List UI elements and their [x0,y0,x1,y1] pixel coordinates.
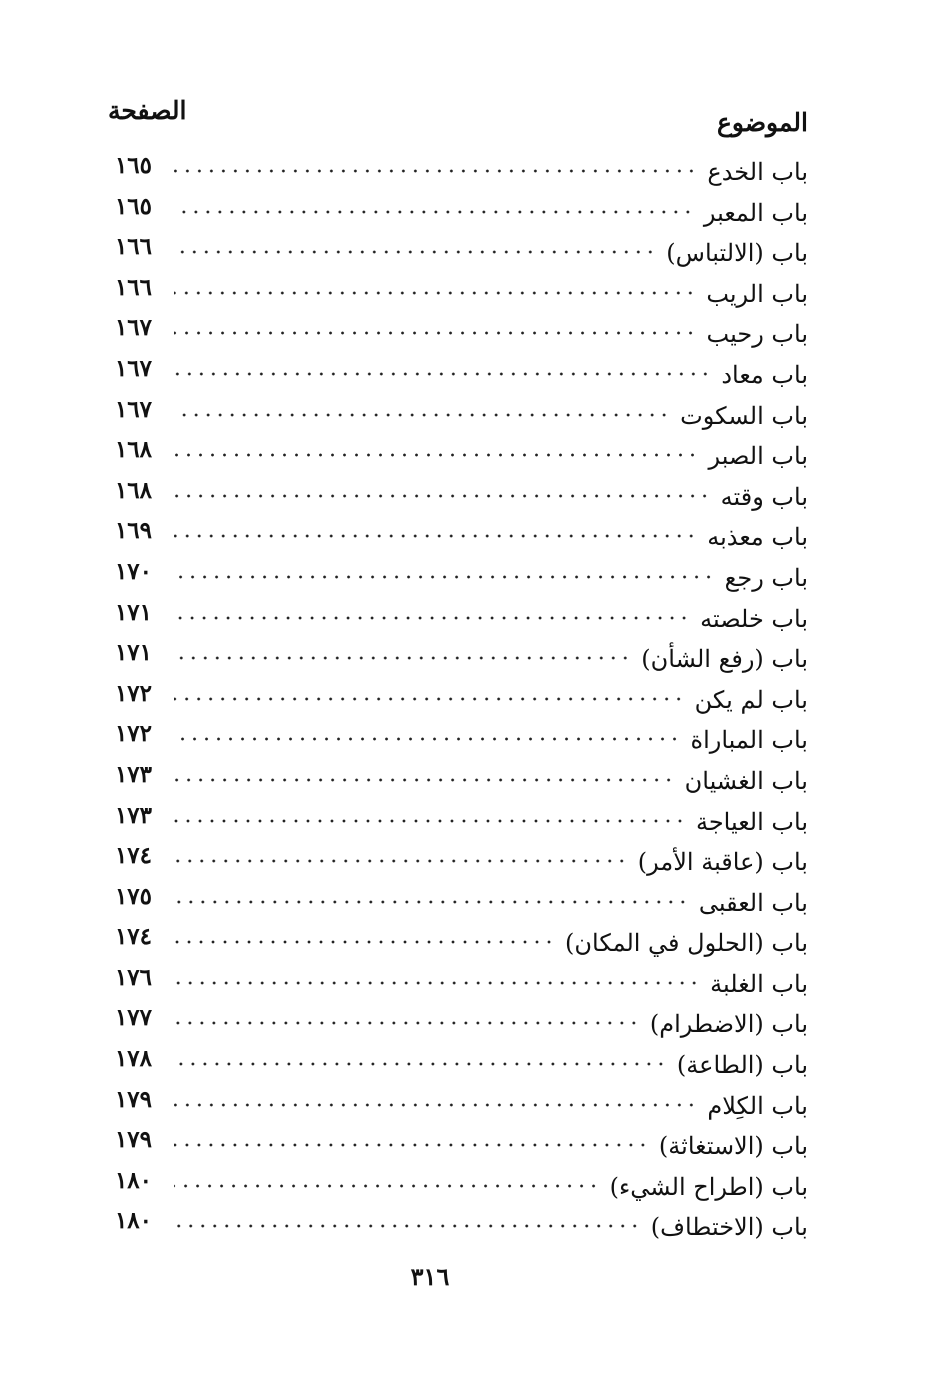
toc-entry-title: باب (الاضطرام) [649,1010,808,1039]
toc-entry [96,1080,808,1121]
toc-entry [96,390,808,431]
toc-entry [96,877,808,918]
toc-entry [96,1120,808,1161]
toc-entry-page-number: ١٦٨ [114,476,152,504]
toc-entry-page-number: ١٧١ [114,639,152,667]
page-column-heading: الصفحة [108,96,187,125]
dot-leader [174,1120,649,1160]
dot-leader [174,187,694,227]
toc-entry-page-number: ١٦٧ [114,395,152,423]
dot-leader [174,998,640,1038]
dot-leader [174,308,697,348]
dot-leader [174,1080,697,1120]
toc-entry-title: باب (الاستغاثة) [658,1132,808,1161]
toc-entry-page-number: ١٧٤ [114,842,152,870]
toc-entry-page-number: ١٧٣ [114,760,152,788]
toc-entry [96,796,808,837]
toc-entry-page-number: ١٨٠ [114,1166,152,1194]
toc-entry-title: باب (اطراح الشيء) [609,1172,808,1201]
toc-entry-title: باب الكِلام [707,1091,808,1120]
toc-entry-page-number: ١٦٨ [114,436,152,464]
toc-entry-page-number: ١٧٩ [114,1085,152,1113]
toc-entry [96,593,808,634]
toc-entry-title: باب المعبر [703,198,808,227]
dot-leader [174,714,681,754]
dot-leader [174,917,555,957]
toc-entry-page-number: ١٦٧ [114,314,152,342]
toc-entry-title: باب الغلبة [710,969,808,998]
toc-entry-title: باب العقبى [698,888,808,917]
dot-leader [174,1039,667,1079]
toc-entry-title: باب وقته [720,482,808,511]
dot-leader [174,1201,641,1241]
dot-leader [174,471,711,511]
toc-entry-title: باب (الاختطاف) [650,1213,808,1242]
toc-entry-page-number: ١٦٦ [114,233,152,261]
dot-leader [174,836,628,876]
toc-entry [96,511,808,552]
toc-entry-page-number: ١٧٦ [114,963,152,991]
toc-entry-title: باب الريب [706,279,808,308]
toc-entry [96,1201,808,1242]
toc-entry [96,1039,808,1080]
toc-entry [96,349,808,390]
toc-entry [96,1161,808,1202]
dot-leader [174,755,675,795]
table-of-contents [96,146,808,1242]
toc-entry [96,430,808,471]
toc-entry-page-number: ١٧٤ [114,923,152,951]
toc-entry-title: باب خلصته [700,604,808,633]
toc-entry-title: باب المباراة [690,726,808,755]
toc-entry [96,227,808,268]
toc-entry-title: باب الصبر [708,442,808,471]
toc-entry-title: باب (عاقبة الأمر) [637,848,808,877]
toc-entry-title: باب (رفع الشأن) [641,645,808,674]
toc-entry-page-number: ١٧٩ [114,1126,152,1154]
toc-entry [96,633,808,674]
toc-entry [96,187,808,228]
toc-entry-page-number: ١٧٠ [114,557,152,585]
toc-entry-page-number: ١٦٥ [114,152,152,179]
toc-entry-page-number: ١٧٧ [114,1004,152,1032]
toc-entry-page-number: ١٦٦ [114,273,152,301]
dot-leader [174,552,715,592]
toc-entry-title: باب (الالتباس) [666,239,808,268]
toc-entry [96,958,808,999]
toc-entry-page-number: ١٧٨ [114,1045,152,1073]
toc-entry-page-number: ١٧٢ [114,720,152,748]
toc-entry [96,552,808,593]
dot-leader [174,227,656,267]
toc-entry-page-number: ١٧٣ [114,801,152,829]
toc-entry-page-number: ١٦٧ [114,354,152,382]
toc-entry-page-number: ١٦٥ [114,192,152,220]
toc-entry [96,268,808,309]
dot-leader [174,511,697,551]
dot-leader [174,674,685,714]
toc-entry-title: باب الغشيان [684,766,808,795]
toc-entry [96,998,808,1039]
toc-entry-title: باب معذبه [707,523,808,552]
toc-entry-title: باب الخدع [707,158,808,186]
toc-entry-title: باب معاد [721,360,808,389]
dot-leader [174,796,686,836]
dot-leader [174,958,700,998]
toc-entry [96,755,808,796]
dot-leader [174,349,711,389]
dot-leader [174,593,690,633]
toc-entry-page-number: ١٧٥ [114,882,152,910]
toc-entry-page-number: ١٧٢ [114,679,152,707]
toc-entry-title: باب (الطاعة) [676,1051,808,1080]
dot-leader [174,1161,600,1201]
toc-entry [96,471,808,512]
toc-entry [96,917,808,958]
toc-entry [96,836,808,877]
toc-entry [96,674,808,715]
toc-entry-page-number: ١٦٩ [114,517,152,545]
dot-leader [174,430,699,470]
page-number: ٣١٦ [410,1262,450,1291]
toc-entry-title: باب رحيب [706,320,808,349]
toc-entry-page-number: ١٧١ [114,598,152,626]
toc-entry-page-number: ١٨٠ [114,1207,152,1235]
dot-leader [174,268,696,308]
toc-entry [96,714,808,755]
toc-header [100,96,808,136]
topic-column-heading: الموضوع [717,108,808,137]
toc-entry [96,308,808,349]
dot-leader [174,146,697,186]
toc-entry-title: باب رجع [724,563,808,592]
dot-leader [174,390,670,430]
dot-leader [174,633,631,673]
toc-entry-title: باب السكوت [680,401,808,430]
toc-entry [96,146,808,187]
toc-entry-title: باب (الحلول في المكان) [565,929,808,958]
dot-leader [174,877,689,917]
toc-entry-title: باب العياجة [695,807,808,836]
toc-entry-title: باب لم يكن [694,685,808,714]
